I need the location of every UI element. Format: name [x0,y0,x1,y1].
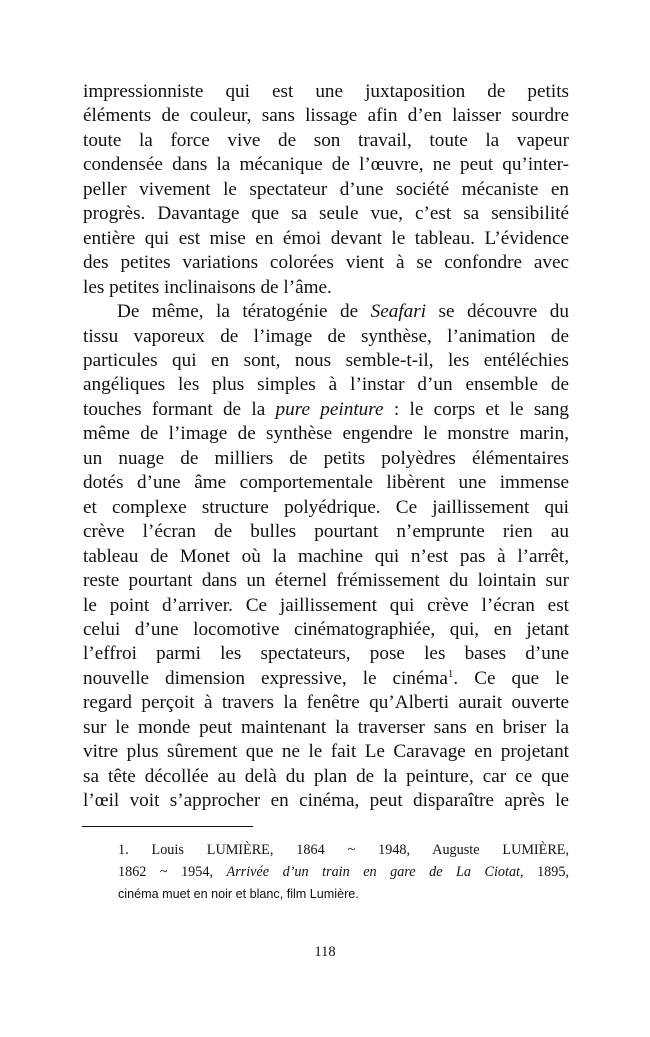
text-line: reste pourtant dans un éternel frémissement du lointain sur [83,570,569,592]
text-run: nouvelle dimension expressive, le cinéma [83,667,448,689]
text-line: le point d’arriver. Ce jaillissement qui crève l’écran est [83,594,569,616]
footnote-line [118,861,569,883]
text-line [83,667,569,691]
footnote-separator [82,826,253,827]
text-line: celui d’une locomotive cinématographiée, qui, en jetant [83,618,569,640]
text-line: regard perçoit à travers la fenêtre qu’Alberti aurait ouverte [83,692,569,714]
text-line [83,300,569,324]
text-line [83,398,569,422]
footnote-ref: 1 [447,667,454,680]
text-line: toute la force vive de son travail, toute la vapeur [83,129,569,151]
text-line: éléments de couleur, sans lissage afin d’en laisser sourdre [83,105,569,127]
footnote-line: 1. Louis LUMIÈRE, 1864 ~ 1948, Auguste LUMIÈRE, [118,842,569,858]
text-line: particules qui en sont, nous semble-t-il, les entéléchies [83,349,569,371]
italic-phrase: pure peinture [275,398,384,420]
text-line: et complexe structure polyédrique. Ce jaillissement qui [83,496,569,518]
text-line: l’effroi parmi les spectateurs, pose les bases d’une [83,643,569,665]
text-line: impressionniste qui est une juxtaposition de petits [83,81,569,102]
text-run: se découvre du [426,301,569,323]
text-run: touches formant de la [83,398,276,420]
text-line: angéliques les plus simples à l’instar d’un ensemble de [83,374,569,396]
text-line: même de l’image de synthèse engendre le monstre marin, [83,423,569,445]
text-line: l’œil voit s’approcher en cinéma, peut disparaître après le [83,790,569,812]
text-run: . Ce que le [453,667,569,689]
text-line: progrès. Davantage que sa seule vue, c’est sa sensibilité [83,203,569,225]
footnote [118,839,569,905]
body-text [83,80,569,814]
text-run: : le corps et le sang [383,398,569,420]
text-run: 1862 ~ 1954, [118,864,227,880]
page-number: 118 [314,944,336,960]
text-line: tableau de Monet où la machine qui n’est pas à l’arrêt, [83,545,569,567]
text-line: entière qui est mise en émoi devant le tableau. L’évidence [83,227,569,249]
text-line: sa tête décollée au delà du plan de la peinture, car ce que [83,765,569,787]
text-line: dotés d’une âme comportementale libèrent une immense [83,472,569,494]
italic-title: Seafari [370,301,427,323]
text-run: , 1895, [520,864,569,880]
text-line: un nuage de milliers de petits polyèdres élémentaires [83,447,569,469]
text-line: sur le monde peut maintenant la traverser sans en briser la [83,716,569,738]
footnote-line: cinéma muet en noir et blanc, film Lumière. [118,887,359,901]
text-line: condensée dans la mécanique de l’œuvre, ne peut qu’inter- [83,154,569,176]
text-line: tissu vaporeux de l’image de synthèse, l’animation de [83,325,569,347]
text-line: des petites variations colorées vient à se confondre avec [83,252,569,274]
text-line: les petites inclinaisons de l’âme. [83,276,332,298]
italic-title: Arrivée d’un train en gare de La Ciotat [226,864,521,880]
text-line: vitre plus sûrement que ne le fait Le Caravage en projetant [83,741,569,763]
text-line: crève l’écran de bulles pourtant n’emprunte rien au [83,521,569,543]
text-run: De même, la tératogénie de [117,301,371,323]
text-line: peller vivement le spectateur d’une société mécaniste en [83,178,569,200]
